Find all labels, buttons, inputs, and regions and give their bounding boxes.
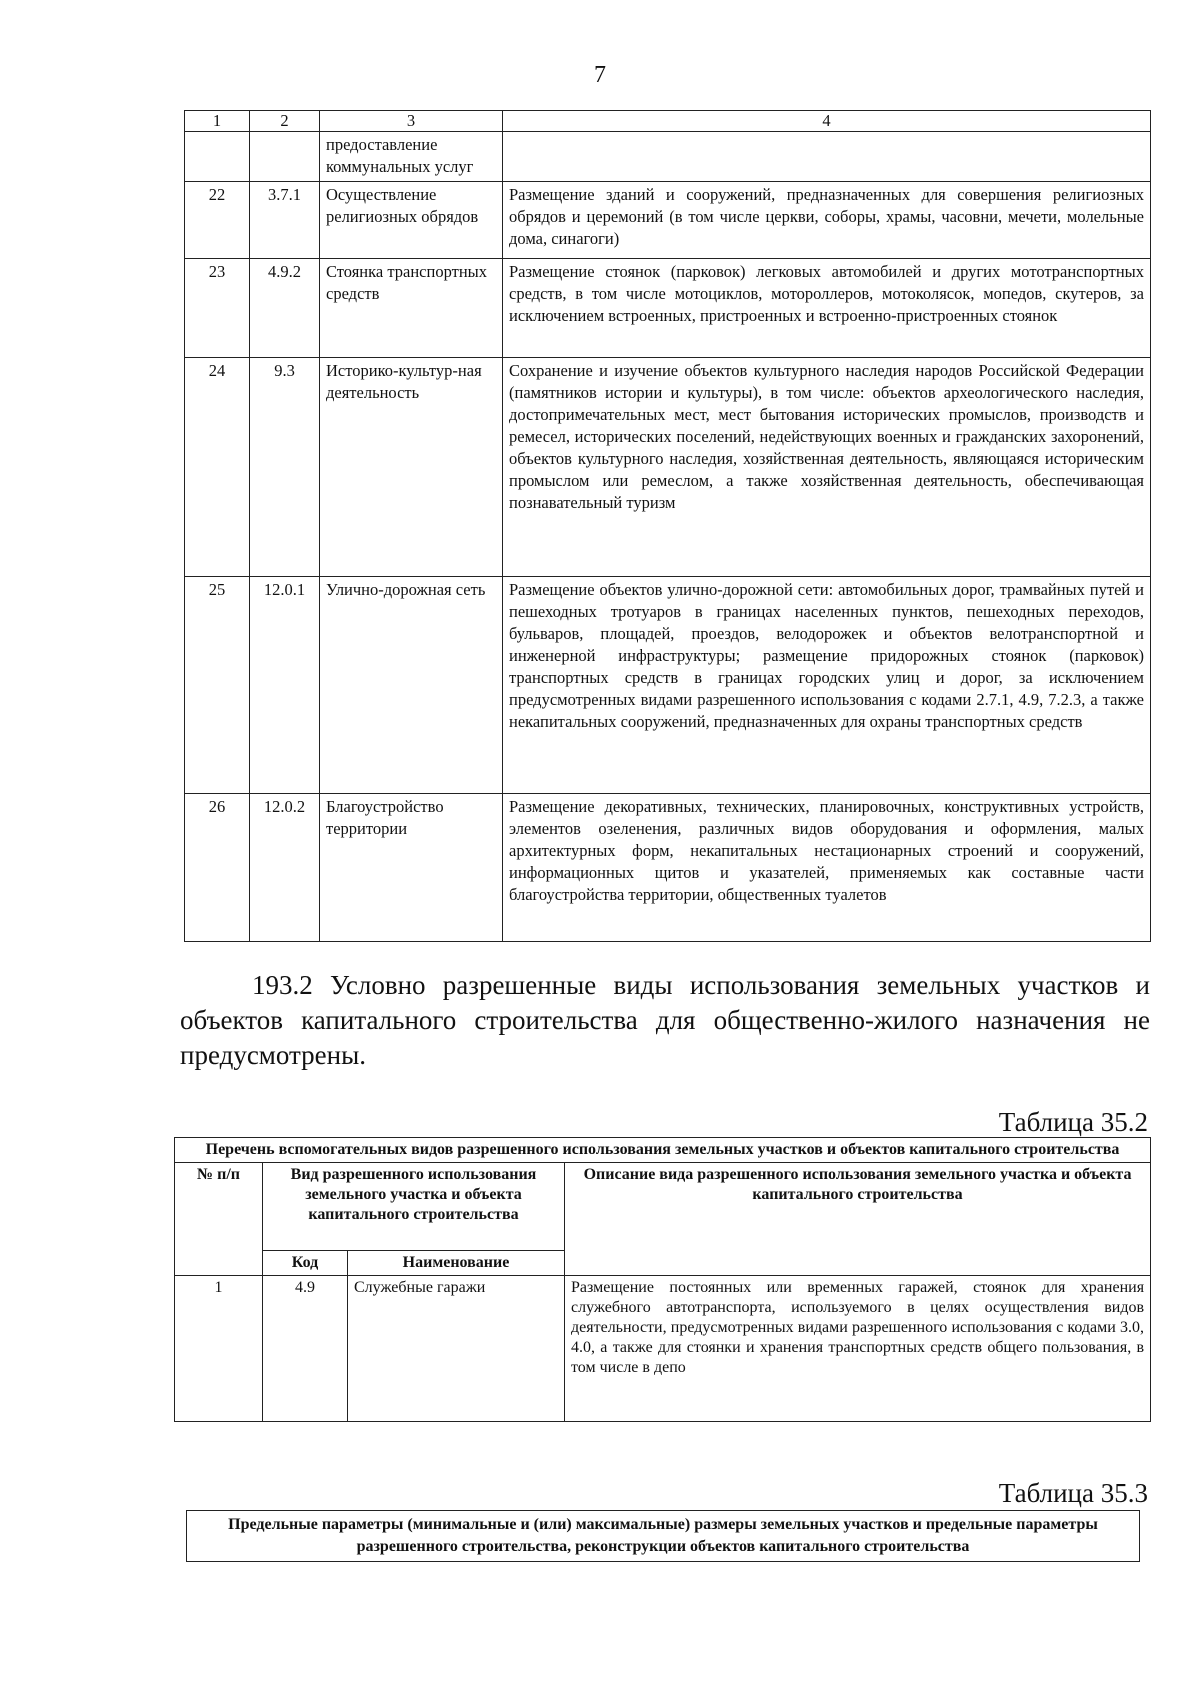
row-code: 9.3 [250,358,320,577]
table-row [185,358,1151,577]
table-row [185,259,1151,358]
table-caption: Таблица 35.2 [998,1107,1148,1137]
row-name: Стоянка транспортных средств [320,259,503,358]
table-title-row [175,1138,1151,1163]
row-number: 26 [185,794,250,942]
table-header-row [175,1163,1151,1251]
row-description: Размещение декоративных, технических, планировочных, конструктивных устройств, элементов озеленения, различных видов оборудования и оформления, малых архитектурных форм, некапитальных нестационарных строений и сооружений, информационных щитов и указателей, применяемых как составные части благоустройства территории, общественных туалетов [503,794,1151,942]
column-number-2: 2 [250,111,320,132]
row-description: Размещение зданий и сооружений, предназначенных для совершения религиозных обрядов и церемоний (в том числе церкви, соборы, храмы, часовни, мечети, молельные дома, синагоги) [503,182,1151,259]
table-title: Предельные параметры (минимальные и (или) максимальные) размеры земельных участков и предельные параметры разрешенного строительства, реконструкции объектов капитального строительства [187,1511,1140,1562]
permitted-use-table [184,110,1151,942]
row-number: 22 [185,182,250,259]
row-code: 12.0.2 [250,794,320,942]
row-name: Улично-дорожная сеть [320,577,503,794]
column-header-number: № п/п [175,1163,263,1276]
table-caption: Таблица 35.3 [998,1478,1148,1508]
row-name: Осуществление религиозных обрядов [320,182,503,259]
column-header-description: Описание вида разрешенного использования земельного участка и объекта капитального строительства [565,1163,1151,1276]
table-row [185,182,1151,259]
row-code: 4.9 [263,1276,348,1422]
row-number [185,132,250,182]
auxiliary-use-table [174,1137,1151,1422]
row-code [250,132,320,182]
row-code: 4.9.2 [250,259,320,358]
paragraph-text: 193.2 Условно разрешенные виды использования земельных участков и объектов капитального строительства для общественно-жилого назначения не предусмотрены. [180,970,1150,1070]
limit-parameters-table [186,1510,1140,1562]
row-description: Размещение стоянок (парковок) легковых автомобилей и других мототранспортных средств, в том числе мотоциклов, мотороллеров, мотоколясок, мопедов, скутеров, за исключением встроенных, пристроенных и встроенно-пристроенных стоянок [503,259,1151,358]
table-title-row [187,1511,1140,1562]
table-row [185,132,1151,182]
row-number: 1 [175,1276,263,1422]
row-code: 3.7.1 [250,182,320,259]
row-description: Сохранение и изучение объектов культурного наследия народов Российской Федерации (памятников истории и культуры), в том числе: объектов археологического наследия, достопримечательных мест, мест бытования исторических промыслов, производств и ремесел, исторических поселений, недействующих военных и гражданских захоронений, объектов культурного наследия, хозяйственная деятельность, являющаяся историческим промыслом или ремеслом, а также хозяйственная деятельность, обеспечивающая познавательный туризм [503,358,1151,577]
column-number-4: 4 [503,111,1151,132]
section-paragraph [180,968,1150,1073]
column-number-1: 1 [185,111,250,132]
table-title: Перечень вспомогательных видов разрешенного использования земельных участков и объектов капитального строительства [175,1138,1151,1163]
column-header-name: Наименование [348,1251,565,1276]
row-name: Служебные гаражи [348,1276,565,1422]
column-header-code: Код [263,1251,348,1276]
table-row [185,577,1151,794]
column-header-kind: Вид разрешенного использования земельного участка и объекта капитального строительства [263,1163,565,1251]
table-row [175,1276,1151,1422]
row-description [503,132,1151,182]
table-header-row [185,111,1151,132]
row-code: 12.0.1 [250,577,320,794]
row-number: 23 [185,259,250,358]
row-number: 25 [185,577,250,794]
page-number: 7 [594,62,606,88]
table-row [185,794,1151,942]
row-description: Размещение постоянных или временных гаражей, стоянок для хранения служебного автотранспорта, используемого в целях осуществления видов деятельности, предусмотренных видами разрешенного использования с кодами 3.0, 4.0, а также для стоянки и хранения транспортных средств общего пользования, в том числе в депо [565,1276,1151,1422]
row-description: Размещение объектов улично-дорожной сети: автомобильных дорог, трамвайных путей и пешеходных тротуаров в границах населенных пунктов, пешеходных переходов, бульваров, площадей, проездов, велодорожек и объектов велотранспортной и инженерной инфраструктуры; размещение придорожных стоянок (парковок) транспортных средств в границах городских улиц и дорог, за исключением предусмотренных видами разрешенного использования с кодами 2.7.1, 4.9, 7.2.3, а также некапитальных сооружений, предназначенных для охраны транспортных средств [503,577,1151,794]
row-name: Благоустройство территории [320,794,503,942]
row-name: Историко-культур-ная деятельность [320,358,503,577]
row-name: предоставление коммунальных услуг [320,132,503,182]
column-number-3: 3 [320,111,503,132]
row-number: 24 [185,358,250,577]
